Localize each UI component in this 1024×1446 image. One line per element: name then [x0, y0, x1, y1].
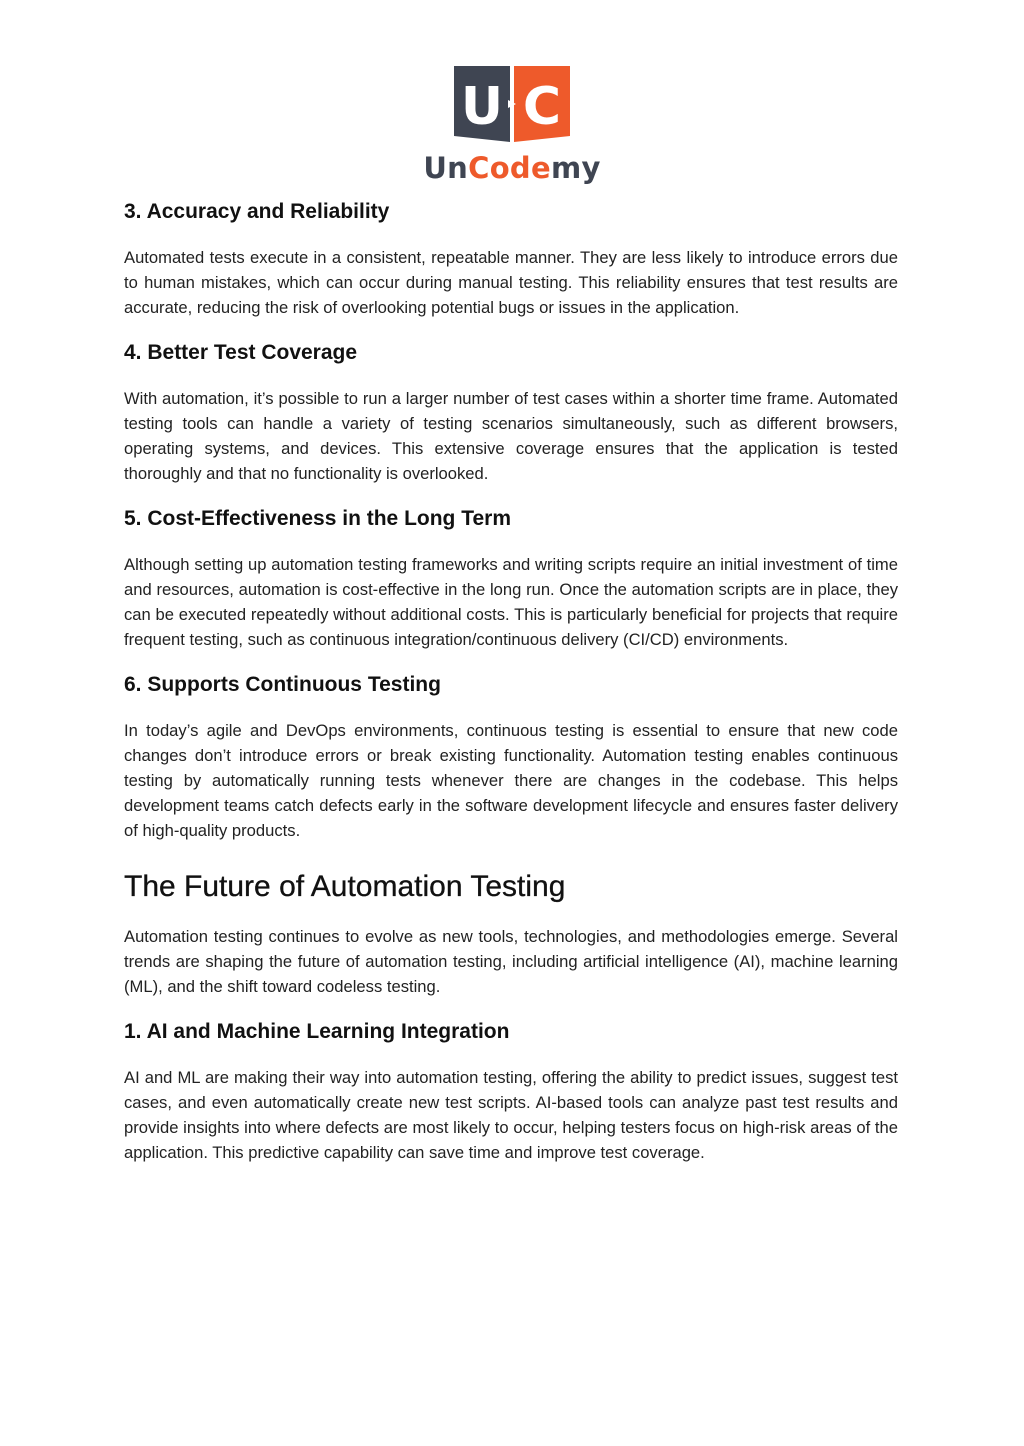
- section-heading-accuracy: 3. Accuracy and Reliability: [124, 200, 390, 223]
- section-heading-coverage: 4. Better Test Coverage: [124, 341, 358, 364]
- logo-word-part-3: my: [550, 151, 601, 185]
- section-body-continuous: In today’s agile and DevOps environments, continuous testing is essential to ensure that new code changes don’t introduce errors or break existing functionality. Automation testing enables continuous testing by automatically running tests whenever there are changes in the codebase. This helps development teams catch defects early in the software development lifecycle and ensures faster delivery of high-quality products.: [124, 721, 898, 840]
- section-heading-continuous: 6. Supports Continuous Testing: [124, 673, 441, 696]
- section-body-cost: Although setting up automation testing frameworks and writing scripts require an initial investment of time and resources, automation is cost-effective in the long run. Once the automation scripts are in place, they can be executed repeatedly without additional costs. This is particularly beneficial for projects that require frequent testing, such as continuous integration/continuous delivery (CI/CD) environments.: [124, 555, 898, 649]
- section-body-future: Automation testing continues to evolve as new tools, technologies, and methodologies emerge. Several trends are shaping the future of automation testing, including artificial intelligence (AI), machine learning (ML), and the shift toward codeless testing.: [124, 927, 898, 996]
- uncodemy-logo: [418, 66, 606, 188]
- section-heading-cost: 5. Cost-Effectiveness in the Long Term: [124, 507, 512, 530]
- document-content: [124, 196, 898, 1165]
- page-title-future: The Future of Automation Testing: [124, 870, 566, 903]
- section-body-ai-ml: AI and ML are making their way into automation testing, offering the ability to predict issues, suggest test cases, and even automatically create new test scripts. AI-based tools can analyze past test results and provide insights into where defects are most likely to occur, helping testers focus on high-risk areas of the application. This predictive capability can save time and improve test coverage.: [124, 1068, 898, 1162]
- logo-word-part-1: Un: [423, 151, 469, 185]
- section-heading-ai-ml: 1. AI and Machine Learning Integration: [124, 1020, 510, 1043]
- uncodemy-logo-mark: [454, 66, 570, 142]
- logo-mark-right-letter: C: [522, 77, 562, 137]
- logo-word-part-2: Code: [468, 151, 551, 185]
- section-body-coverage: With automation, it’s possible to run a larger number of test cases within a shorter time frame. Automated testing tools can handle a variety of testing scenarios simultaneously, such as different browsers, operating systems, and devices. This extensive coverage ensures that the application is tested thoroughly and that no functionality is overlooked.: [124, 389, 898, 483]
- section-body-accuracy: Automated tests execute in a consistent, repeatable manner. They are less likely to introduce errors due to human mistakes, which can occur during manual testing. This reliability ensures that test results are accurate, reducing the risk of overlooking potential bugs or issues in the application.: [124, 248, 898, 317]
- logo-wordmark: [418, 150, 606, 186]
- logo-mark-left-letter: U: [460, 77, 504, 137]
